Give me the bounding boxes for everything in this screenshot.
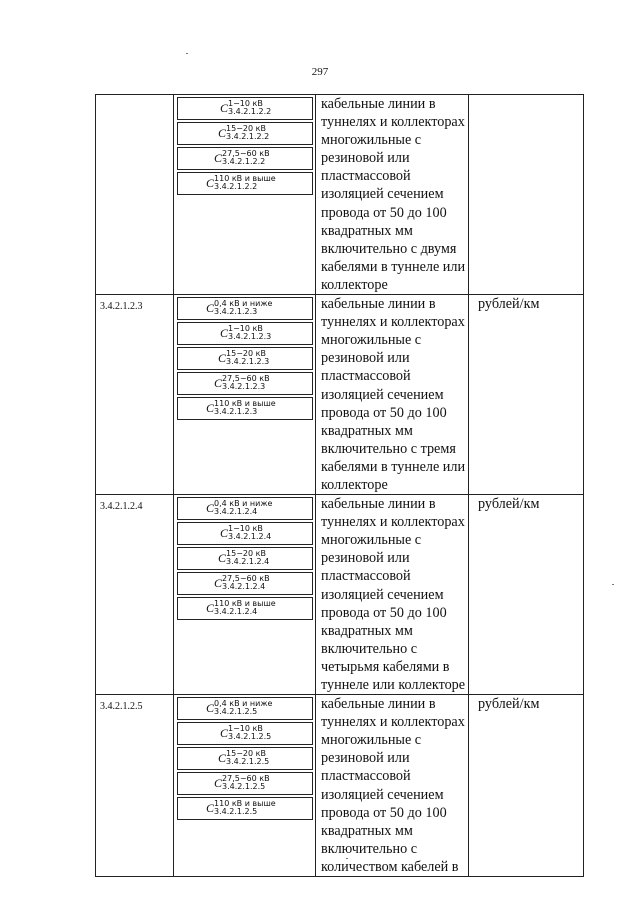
description-line: пластмассовой	[321, 768, 411, 785]
row-code: 3.4.2.1.2.5	[100, 701, 143, 713]
rate-symbol: C	[206, 500, 215, 515]
unit-cell	[469, 495, 584, 695]
description-line: провода от 50 до 100	[321, 204, 447, 221]
description-line: резиновой или	[321, 750, 410, 767]
unit-cell	[469, 95, 584, 295]
rate-index: 3.4.2.1.2.5	[214, 807, 258, 817]
table-row	[96, 695, 584, 877]
rate-formula	[177, 397, 313, 420]
rate-index: 3.4.2.1.2.4	[222, 582, 266, 592]
rate-index: 3.4.2.1.2.2	[228, 107, 272, 117]
description-line: пластмассовой	[321, 168, 411, 185]
voltage-class: 1−10 кВ	[228, 99, 263, 109]
description-cell	[316, 695, 469, 877]
voltage-class: 0,4 кВ и ниже	[214, 499, 273, 509]
rate-index: 3.4.2.1.2.5	[222, 782, 266, 792]
rate-symbol: C	[206, 600, 215, 615]
rate-symbol: C	[206, 175, 215, 190]
rate-symbol: C	[206, 400, 215, 415]
rate-index: 3.4.2.1.2.4	[214, 507, 258, 517]
description-cell	[316, 295, 469, 495]
rate-index: 3.4.2.1.2.3	[214, 407, 258, 417]
rate-formula	[177, 172, 313, 195]
rate-symbol: C	[220, 725, 229, 740]
rate-index: 3.4.2.1.2.2	[226, 132, 270, 142]
voltage-class: 27,5−60 кВ	[222, 574, 270, 584]
unit-cell	[469, 695, 584, 877]
voltage-class: 110 кВ и выше	[214, 399, 276, 409]
description-line: провода от 50 до 100	[321, 604, 447, 621]
description-line: кабельные линии в	[321, 496, 436, 513]
scan-speck	[612, 584, 614, 585]
description-line: туннелях и коллекторах	[321, 114, 465, 131]
unit-label: рублей/км	[478, 696, 540, 713]
description-line: изоляцией сечением	[321, 586, 444, 603]
rate-symbol: C	[218, 750, 227, 765]
voltage-class: 1−10 кВ	[228, 524, 263, 534]
rate-symbol: C	[220, 525, 229, 540]
rate-formula	[177, 347, 313, 370]
description-line: кабельные линии в	[321, 696, 436, 713]
rate-index: 3.4.2.1.2.4	[214, 607, 258, 617]
description-line: кабельные линии в	[321, 96, 436, 112]
rate-symbol: C	[218, 550, 227, 565]
rate-formula	[177, 322, 313, 345]
table-row	[96, 295, 584, 495]
description-line: квадратных мм	[321, 822, 413, 839]
rate-formula	[177, 497, 313, 520]
description-line: количеством кабелей в	[321, 858, 459, 875]
formula-cell	[174, 95, 316, 295]
description-line: резиновой или	[321, 550, 410, 567]
rate-formula	[177, 747, 313, 770]
description-line: многожильные с	[321, 532, 422, 549]
description-line: кабелями в туннеле или	[321, 458, 466, 475]
rate-symbol: C	[214, 775, 223, 790]
voltage-class: 15−20 кВ	[226, 349, 266, 359]
description-line: кабельные линии в	[321, 296, 436, 313]
voltage-class: 27,5−60 кВ	[222, 774, 270, 784]
rate-formula	[177, 522, 313, 545]
description-line: туннеле или коллекторе	[321, 677, 466, 693]
rate-symbol: C	[206, 700, 215, 715]
description-line: провода от 50 до 100	[321, 404, 447, 421]
rate-formula	[177, 372, 313, 395]
scan-speck	[186, 53, 188, 54]
voltage-class: 15−20 кВ	[226, 749, 266, 759]
row-code: 3.4.2.1.2.3	[100, 301, 143, 313]
rate-symbol: C	[220, 100, 229, 115]
description-line: включительно с	[321, 840, 418, 857]
rate-index: 3.4.2.1.2.2	[222, 157, 266, 167]
voltage-class: 0,4 кВ и ниже	[214, 299, 273, 309]
rate-symbol: C	[214, 575, 223, 590]
row-code-cell	[96, 295, 174, 495]
voltage-class: 0,4 кВ и ниже	[214, 699, 273, 709]
description-line: туннелях и коллекторах	[321, 314, 465, 331]
voltage-class: 27,5−60 кВ	[222, 149, 270, 159]
rate-symbol: C	[206, 300, 215, 315]
description-line: коллекторе	[321, 476, 388, 493]
description-line: квадратных мм	[321, 222, 413, 239]
unit-cell	[469, 295, 584, 495]
description-line: многожильные с	[321, 732, 422, 749]
rate-index: 3.4.2.1.2.3	[214, 307, 258, 317]
table-row	[96, 495, 584, 695]
rate-formula	[177, 572, 313, 595]
formula-cell	[174, 495, 316, 695]
description-line: пластмассовой	[321, 568, 411, 585]
rate-index: 3.4.2.1.2.3	[222, 382, 266, 392]
description-line: включительно с	[321, 640, 418, 657]
row-code-cell	[96, 95, 174, 295]
description-line: коллекторе	[321, 276, 388, 293]
description-line: четырьмя кабелями в	[321, 658, 450, 675]
description-line: изоляцией сечением	[321, 386, 444, 403]
rate-index: 3.4.2.1.2.4	[226, 557, 270, 567]
rate-formula	[177, 147, 313, 170]
row-code-cell	[96, 695, 174, 877]
rate-symbol: C	[220, 325, 229, 340]
voltage-class: 1−10 кВ	[228, 724, 263, 734]
rate-formula	[177, 297, 313, 320]
rate-formula	[177, 797, 313, 820]
rate-symbol: C	[214, 375, 223, 390]
voltage-class: 110 кВ и выше	[214, 174, 276, 184]
row-code	[96, 95, 173, 101]
unit-label: рублей/км	[478, 296, 540, 313]
description-line: кабелями в туннеле или	[321, 258, 466, 275]
rate-index: 3.4.2.1.2.4	[228, 532, 272, 542]
rate-formula	[177, 772, 313, 795]
rate-index: 3.4.2.1.2.3	[226, 357, 270, 367]
rate-symbol: C	[214, 150, 223, 165]
description-line: квадратных мм	[321, 422, 413, 439]
description-line: включительно с двумя	[321, 240, 457, 257]
description-line: туннелях и коллекторах	[321, 714, 465, 731]
description-line: пластмассовой	[321, 368, 411, 385]
rate-index: 3.4.2.1.2.5	[228, 732, 272, 742]
voltage-class: 15−20 кВ	[226, 124, 266, 134]
voltage-class: 15−20 кВ	[226, 549, 266, 559]
formula-cell	[174, 695, 316, 877]
rate-formula	[177, 722, 313, 745]
rate-index: 3.4.2.1.2.3	[228, 332, 272, 342]
description-line: многожильные с	[321, 132, 422, 149]
voltage-class: 1−10 кВ	[228, 324, 263, 334]
rate-index: 3.4.2.1.2.2	[214, 182, 258, 192]
tariff-table	[95, 94, 584, 877]
description-line: изоляцией сечением	[321, 786, 444, 803]
rate-symbol: C	[218, 350, 227, 365]
rate-formula	[177, 97, 313, 120]
voltage-class: 110 кВ и выше	[214, 799, 276, 809]
description-line: квадратных мм	[321, 622, 413, 639]
description-cell	[316, 95, 469, 295]
rate-index: 3.4.2.1.2.5	[226, 757, 270, 767]
voltage-class: 110 кВ и выше	[214, 599, 276, 609]
rate-formula	[177, 697, 313, 720]
description-line: резиновой или	[321, 150, 410, 167]
row-code: 3.4.2.1.2.4	[100, 501, 143, 513]
page-number: 297	[311, 66, 329, 78]
description-line: многожильные с	[321, 332, 422, 349]
rate-index: 3.4.2.1.2.5	[214, 707, 258, 717]
description-line: изоляцией сечением	[321, 186, 444, 203]
description-line: туннелях и коллекторах	[321, 514, 465, 531]
rate-formula	[177, 597, 313, 620]
rate-symbol: C	[206, 800, 215, 815]
description-line: включительно с тремя	[321, 440, 456, 457]
formula-cell	[174, 295, 316, 495]
rate-formula	[177, 122, 313, 145]
row-code-cell	[96, 495, 174, 695]
table-row	[96, 95, 584, 295]
voltage-class: 27,5−60 кВ	[222, 374, 270, 384]
description-line: резиновой или	[321, 350, 410, 367]
rate-symbol: C	[218, 125, 227, 140]
description-line: провода от 50 до 100	[321, 804, 447, 821]
rate-formula	[177, 547, 313, 570]
description-cell	[316, 495, 469, 695]
unit-label: рублей/км	[478, 496, 540, 513]
